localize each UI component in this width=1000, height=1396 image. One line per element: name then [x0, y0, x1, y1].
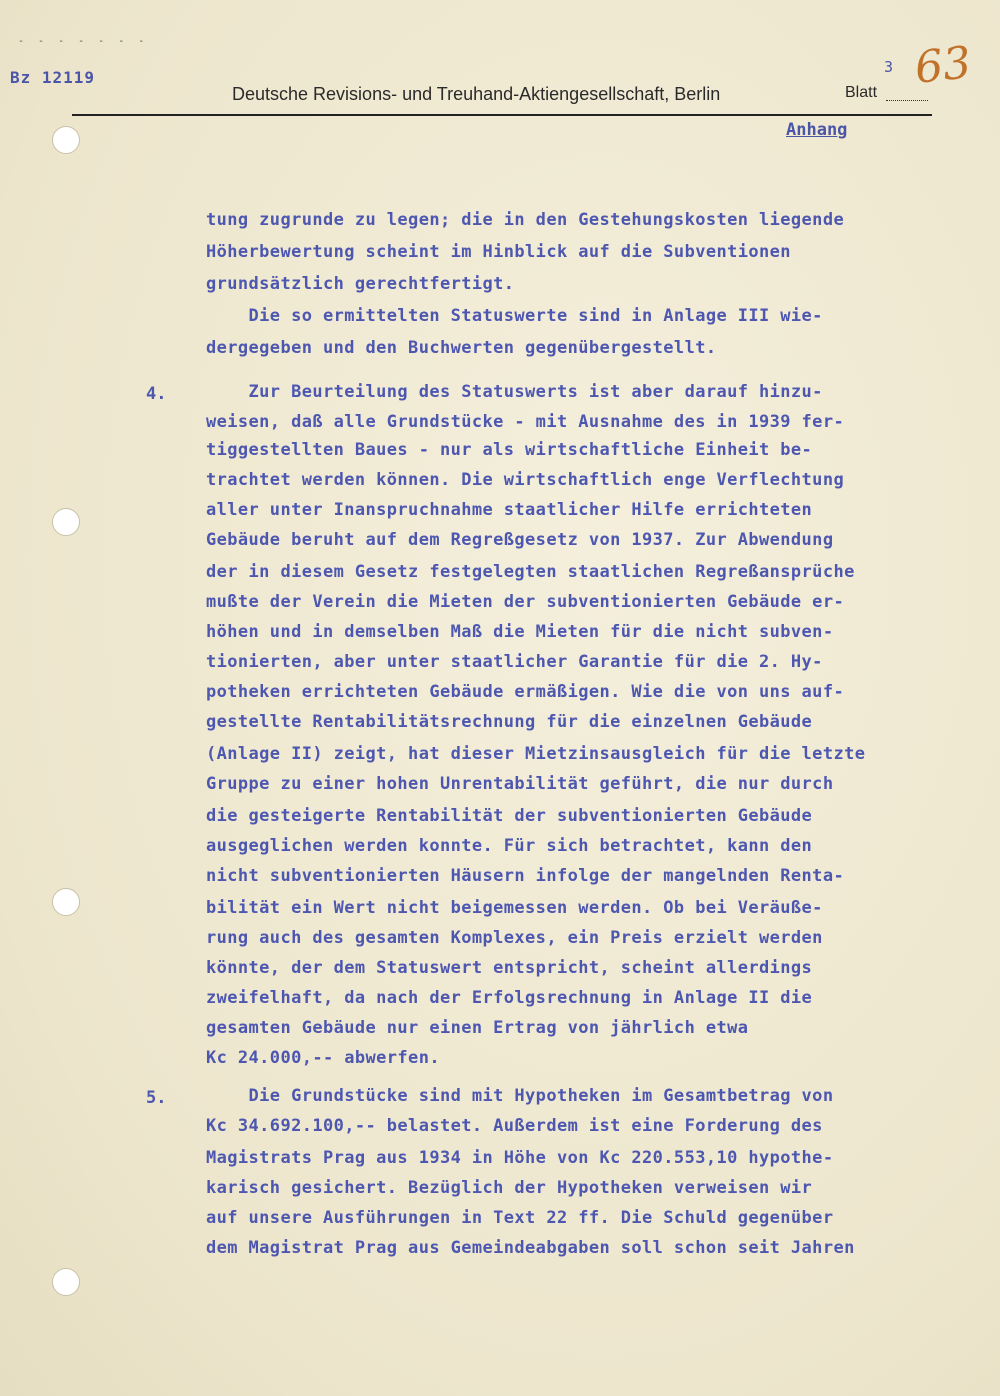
paragraph-number: 5.	[146, 1088, 167, 1108]
text-line: nicht subventionierten Häusern infolge der mangelnden Renta-	[206, 866, 845, 886]
text-line: Die Grundstücke sind mit Hypotheken im Gesamtbetrag von	[206, 1086, 834, 1106]
blatt-dotted-line	[886, 88, 928, 101]
text-line: dem Magistrat Prag aus Gemeindeabgaben soll schon seit Jahren	[206, 1238, 855, 1258]
punch-hole	[52, 126, 80, 154]
text-line: (Anlage II) zeigt, hat dieser Mietzinsausgleich für die letzte	[206, 744, 866, 764]
header-rule	[72, 114, 932, 116]
blatt-number: 3	[884, 58, 894, 76]
text-line: gesamten Gebäude nur einen Ertrag von jährlich etwa	[206, 1018, 749, 1038]
top-marks: - - - - - - -	[18, 36, 149, 47]
handwritten-page-number: 63	[912, 37, 974, 94]
text-line: Gebäude beruht auf dem Regreßgesetz von 1937. Zur Abwendung	[206, 530, 834, 550]
paragraph-number: 4.	[146, 384, 167, 404]
punch-hole	[52, 508, 80, 536]
text-line: Gruppe zu einer hohen Unrentabilität geführt, die nur durch	[206, 774, 834, 794]
text-line: rung auch des gesamten Komplexes, ein Preis erzielt werden	[206, 928, 823, 948]
text-line: Höherbewertung scheint im Hinblick auf die Subventionen	[206, 242, 791, 262]
text-line: bilität ein Wert nicht beigemessen werden. Ob bei Veräuße-	[206, 898, 823, 918]
punch-hole	[52, 1268, 80, 1296]
text-line: zweifelhaft, da nach der Erfolgsrechnung in Anlage II die	[206, 988, 813, 1008]
text-line: weisen, daß alle Grundstücke - mit Ausnahme des in 1939 fer-	[206, 412, 845, 432]
text-line: ausgeglichen werden konnte. Für sich betrachtet, kann den	[206, 836, 813, 856]
document-reference: Bz 12119	[10, 68, 96, 87]
text-line: trachtet werden können. Die wirtschaftlich enge Verflechtung	[206, 470, 845, 490]
text-line: grundsätzlich gerechtfertigt.	[206, 274, 515, 294]
text-line: Kc 34.692.100,-- belastet. Außerdem ist eine Forderung des	[206, 1116, 823, 1136]
text-line: die gesteigerte Rentabilität der subventionierten Gebäude	[206, 806, 813, 826]
text-line: mußte der Verein die Mieten der subventionierten Gebäude er-	[206, 592, 845, 612]
text-line: potheken errichteten Gebäude ermäßigen. Wie die von uns auf-	[206, 682, 845, 702]
section-label: Anhang	[786, 120, 848, 140]
text-line: auf unsere Ausführungen in Text 22 ff. Die Schuld gegenüber	[206, 1208, 834, 1228]
letterhead: Deutsche Revisions- und Treuhand-Aktiengesellschaft, Berlin	[232, 84, 721, 104]
text-line: Kc 24.000,-- abwerfen.	[206, 1048, 440, 1068]
text-line: könnte, der dem Statuswert entspricht, scheint allerdings	[206, 958, 813, 978]
text-line: tiggestellten Baues - nur als wirtschaftliche Einheit be-	[206, 440, 813, 460]
text-line: tung zugrunde zu legen; die in den Gestehungskosten liegende	[206, 210, 845, 230]
text-line: tionierten, aber unter staatlicher Garantie für die 2. Hy-	[206, 652, 823, 672]
punch-hole	[52, 888, 80, 916]
text-line: aller unter Inanspruchnahme staatlicher Hilfe errichteten	[206, 500, 813, 520]
text-line: Magistrats Prag aus 1934 in Höhe von Kc 220.553,10 hypothe-	[206, 1148, 834, 1168]
text-line: der in diesem Gesetz festgelegten staatlichen Regreßansprüche	[206, 562, 855, 582]
text-line: dergegeben und den Buchwerten gegenübergestellt.	[206, 338, 717, 358]
blatt-label: Blatt	[845, 84, 878, 101]
text-line: gestellte Rentabilitätsrechnung für die einzelnen Gebäude	[206, 712, 813, 732]
text-line: Die so ermittelten Statuswerte sind in Anlage III wie-	[206, 306, 823, 326]
text-line: höhen und in demselben Maß die Mieten für die nicht subven-	[206, 622, 834, 642]
text-line: Zur Beurteilung des Statuswerts ist aber darauf hinzu-	[206, 382, 823, 402]
text-line: karisch gesichert. Bezüglich der Hypotheken verweisen wir	[206, 1178, 813, 1198]
